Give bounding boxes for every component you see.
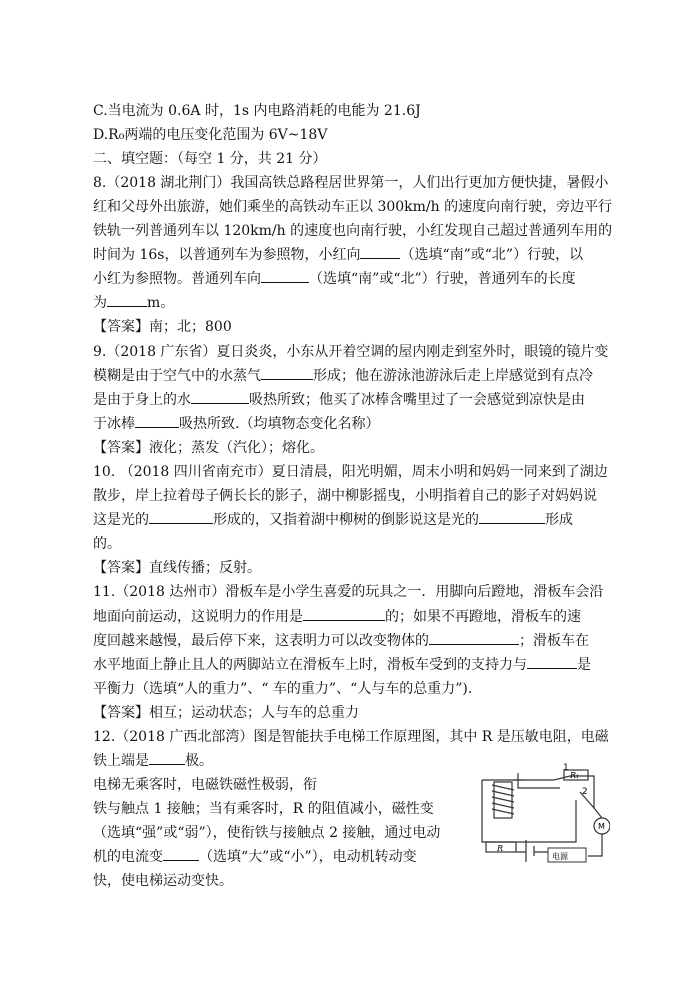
q9-text: 是由于身上的水 bbox=[93, 392, 191, 408]
q10-text: 的。 bbox=[93, 536, 121, 552]
q10-answer-text: 【答案】直线传播；反射。 bbox=[93, 560, 261, 576]
q9-line bbox=[93, 389, 585, 411]
option-c-text: C.当电流为 0.6A 时，1s 内电路消耗的电能为 21.6J bbox=[93, 103, 421, 119]
q8-line bbox=[93, 172, 608, 194]
q11-blank-3 bbox=[527, 654, 577, 669]
q8-text: m。 bbox=[147, 295, 175, 311]
q12-line bbox=[93, 870, 233, 892]
q9-text: 吸热所致；他买了冰棒含嘴里过了一会感觉到凉快是由 bbox=[249, 392, 585, 408]
contact-1-label: 1 bbox=[563, 763, 569, 773]
elevator-circuit-diagram bbox=[468, 760, 610, 866]
option-d-text: D.R₀两端的电压变化范围为 6V~18V bbox=[93, 127, 328, 143]
q12-line bbox=[93, 750, 213, 772]
q9-line bbox=[93, 341, 608, 363]
q11-blank-1 bbox=[303, 606, 385, 621]
q11-line bbox=[93, 654, 591, 676]
q9-answer bbox=[93, 437, 324, 459]
q12-line bbox=[93, 822, 440, 844]
q9-text: 于冰棒 bbox=[93, 416, 135, 432]
q9-text: 模糊是由于空气中的水蒸气 bbox=[93, 368, 261, 384]
option-c bbox=[93, 100, 421, 122]
q9-line bbox=[93, 413, 379, 435]
q10-text: 形成 bbox=[545, 512, 573, 528]
q12-line bbox=[93, 846, 417, 868]
q10-line bbox=[93, 509, 573, 531]
q11-line bbox=[93, 630, 589, 652]
coil-windings bbox=[492, 785, 514, 814]
q8-answer-text: 【答案】南；北；800 bbox=[93, 319, 232, 335]
q12-text: 12.（2018 广西北部湾）图是智能扶手电梯工作原理图，其中 R 是压敏电阻，电磁 bbox=[93, 729, 609, 745]
q8-blank-2 bbox=[261, 268, 309, 283]
q12-line bbox=[93, 726, 609, 748]
q8-line bbox=[93, 292, 174, 314]
q9-blank-1 bbox=[261, 365, 313, 380]
contact-2-label: 2 bbox=[582, 787, 588, 797]
motor-wire bbox=[588, 808, 602, 856]
power-source-cells bbox=[526, 840, 534, 862]
q8-line bbox=[93, 268, 576, 290]
q11-blank-2 bbox=[429, 630, 519, 645]
q12-blank-2 bbox=[163, 846, 199, 861]
q12-text: （选填“大”或“小”），电动机转动变 bbox=[199, 849, 417, 865]
q12-text: 电梯无乘客时，电磁铁磁性极弱，衔 bbox=[93, 777, 317, 793]
q10-line bbox=[93, 461, 608, 483]
option-d bbox=[93, 124, 327, 146]
q12-text: 快，使电梯运动变快。 bbox=[93, 873, 233, 889]
q10-answer bbox=[93, 557, 261, 579]
q12-text: 极。 bbox=[185, 753, 213, 769]
q11-line bbox=[93, 678, 472, 700]
q11-text: 水平地面上静止且人的两脚站立在滑板车上时，滑板车受到的支持力与 bbox=[93, 657, 527, 673]
section-heading bbox=[93, 148, 327, 170]
q11-line bbox=[93, 606, 581, 628]
q12-text: 机的电流变 bbox=[93, 849, 163, 865]
q10-line bbox=[93, 533, 121, 555]
q10-text: 散步，岸上拉着母子俩长长的影子，湖中柳影摇曳，小明指着自己的影子对妈妈说 bbox=[93, 488, 597, 504]
q8-text: 铁轨一列普通列车以 120km/h 的速度也向南行驶，小红发现自己超过普通列车用的 bbox=[93, 223, 613, 239]
control-loop-wire bbox=[482, 780, 576, 842]
q8-text: 8.（2018 湖北荆门）我国高铁总路程居世界第一，人们出行更加方便快捷，暑假小 bbox=[93, 175, 609, 191]
q10-text: 10. （2018 四川省南充市）夏日清晨，阳光明媚，周末小明和妈妈一同来到了湖边 bbox=[93, 464, 608, 480]
q9-blank-3 bbox=[135, 413, 179, 428]
q10-blank-1 bbox=[149, 509, 213, 524]
q10-line bbox=[93, 485, 597, 507]
q9-text: 9.（2018 广东省）夏日炎炎，小东从开着空调的屋内刚走到室外时，眼镜的镜片变 bbox=[93, 344, 609, 360]
q8-text: 小红为参照物。普通列车向 bbox=[93, 271, 261, 287]
q11-text: 11.（2018 达州市）滑板车是小学生喜爱的玩具之一．用脚向后蹬地，滑板车会沿 bbox=[93, 584, 604, 600]
q11-text: 的；如果不再蹬地，滑板车的速 bbox=[385, 609, 581, 625]
q9-answer-text: 【答案】液化；蒸发（汽化）；熔化。 bbox=[93, 440, 324, 456]
q8-text: 为 bbox=[93, 295, 107, 311]
q11-text: 度回越来越慢，最后停下来，这表明力可以改变物体的 bbox=[93, 633, 429, 649]
q12-text: （选填“强”或“弱”），使衔铁与接触点 2 接触，通过电动 bbox=[93, 825, 441, 841]
power-label: 电源 bbox=[552, 852, 568, 861]
q8-text: （选填“南”或“北”）行驶，以 bbox=[400, 247, 584, 263]
q9-blank-2 bbox=[191, 389, 249, 404]
q8-line bbox=[93, 220, 612, 242]
q8-line bbox=[93, 244, 583, 266]
q9-text: 形成；他在游泳池游泳后走上岸感觉到有点冷 bbox=[313, 368, 593, 384]
q11-answer-text: 【答案】相互；运动状态；人与车的总重力 bbox=[93, 705, 359, 721]
q12-text: 铁上端是 bbox=[93, 753, 149, 769]
resistor-r-label: R bbox=[497, 844, 504, 853]
q9-line bbox=[93, 365, 593, 387]
q8-blank-1 bbox=[360, 244, 400, 259]
q12-text: 铁与触点 1 接触；当有乘客时，R 的阻值减小，磁性变 bbox=[93, 801, 434, 817]
q12-blank-1 bbox=[149, 750, 185, 765]
q11-answer bbox=[93, 702, 359, 724]
q12-line bbox=[93, 774, 317, 796]
q8-text: （选填“南”或“北”）行驶，普通列车的长度 bbox=[309, 271, 576, 287]
q8-text: 时间为 16s，以普通列车为参照物，小红向 bbox=[93, 247, 361, 263]
q10-text: 这是光的 bbox=[93, 512, 149, 528]
motor-label: M bbox=[598, 822, 605, 831]
q8-text: 红和父母外出旅游，她们乘坐的高铁动车正以 300km/h 的速度向南行驶，旁边平行 bbox=[93, 199, 613, 215]
q8-blank-3 bbox=[107, 292, 147, 307]
q11-text: ；滑板车在 bbox=[519, 633, 589, 649]
q8-answer bbox=[93, 316, 232, 338]
q11-text: 地面向前运动，这说明力的作用是 bbox=[93, 609, 303, 625]
q8-line bbox=[93, 196, 612, 218]
contact-1-wire bbox=[554, 776, 594, 808]
q11-line bbox=[93, 581, 603, 603]
q12-line bbox=[93, 798, 434, 820]
q9-text: 吸热所致.（均填物态变化名称） bbox=[179, 416, 380, 432]
resistor-r1-label: R₁ bbox=[570, 771, 580, 780]
q10-blank-2 bbox=[479, 509, 545, 524]
q11-text: 是 bbox=[577, 657, 591, 673]
q11-text: 平衡力（选填“人的重力”、“ 车的重力”、“人与车的总重力”). bbox=[93, 681, 473, 697]
section-heading-text: 二、填空题：（每空 1 分，共 21 分） bbox=[93, 151, 327, 167]
q10-text: 形成的，又指着湖中柳树的倒影说这是光的 bbox=[213, 512, 479, 528]
